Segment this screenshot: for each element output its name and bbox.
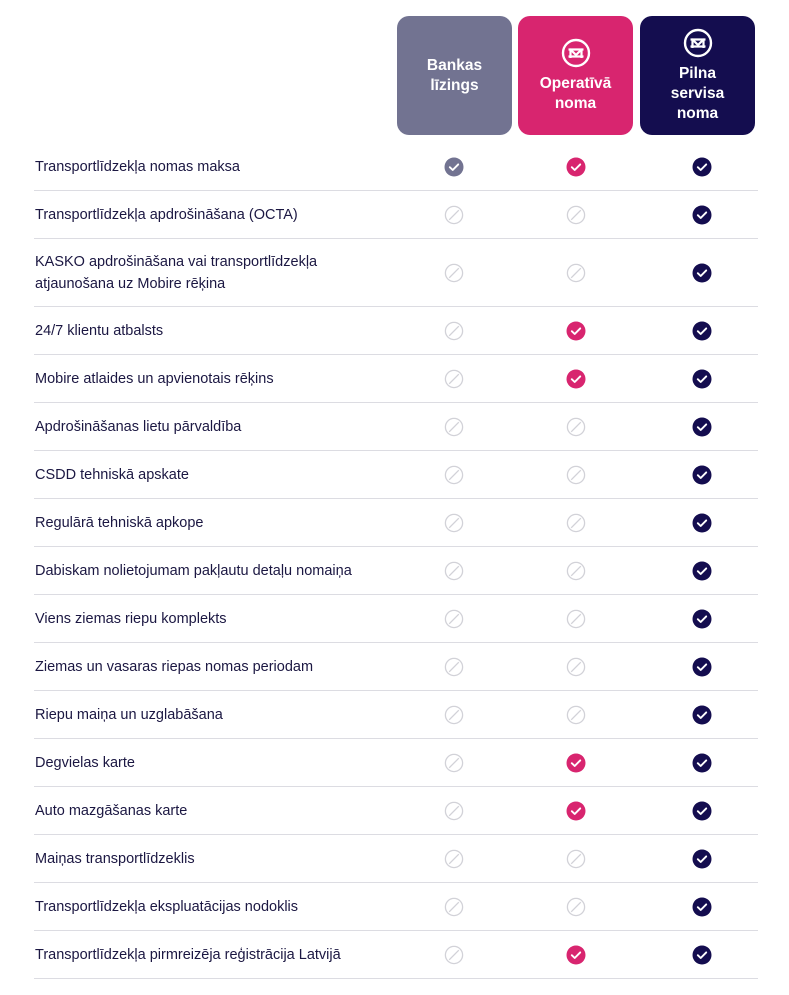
not-available-icon xyxy=(444,609,464,629)
feature-row xyxy=(34,691,758,739)
check-circle-icon xyxy=(692,369,712,389)
not-available-icon xyxy=(566,897,586,917)
feature-row xyxy=(34,451,758,499)
check-circle-icon xyxy=(692,513,712,533)
plan-name: Pilna servisa noma xyxy=(670,64,725,122)
check-circle-icon xyxy=(692,657,712,677)
check-circle-icon xyxy=(692,321,712,341)
check-circle-icon xyxy=(566,321,586,341)
feature-label: Transportlīdzekļa pirmreizēja reģistrācija Latvijā xyxy=(35,946,341,963)
plan-card-full-service-lease xyxy=(640,16,755,135)
plan-header-row xyxy=(0,16,789,135)
not-available-icon xyxy=(444,205,464,225)
feature-label: Auto mazgāšanas karte xyxy=(35,802,188,819)
feature-row xyxy=(34,403,758,451)
feature-label: Degvielas karte xyxy=(35,754,135,771)
feature-label: Regulārā tehniskā apkope xyxy=(35,514,204,531)
not-available-icon xyxy=(444,465,464,485)
check-circle-icon xyxy=(444,157,464,177)
feature-row xyxy=(34,787,758,835)
feature-row xyxy=(34,643,758,691)
check-circle-icon xyxy=(566,157,586,177)
mobire-logo-icon xyxy=(561,38,591,68)
feature-row xyxy=(34,547,758,595)
feature-label: Apdrošināšanas lietu pārvaldība xyxy=(35,418,242,435)
check-circle-icon xyxy=(692,263,712,283)
check-circle-icon xyxy=(692,705,712,725)
not-available-icon xyxy=(444,561,464,581)
feature-label: Transportlīdzekļa nomas maksa xyxy=(35,158,240,175)
not-available-icon xyxy=(566,205,586,225)
not-available-icon xyxy=(444,263,464,283)
feature-row xyxy=(34,307,758,355)
not-available-icon xyxy=(444,705,464,725)
feature-comparison-table xyxy=(0,143,789,979)
not-available-icon xyxy=(566,705,586,725)
plan-name: Operatīvā noma xyxy=(539,74,612,112)
feature-label: Maiņas transportlīdzeklis xyxy=(35,850,195,867)
feature-label: Ziemas un vasaras riepas nomas periodam xyxy=(35,658,314,675)
not-available-icon xyxy=(566,417,586,437)
feature-label: Mobire atlaides un apvienotais rēķins xyxy=(35,370,274,387)
not-available-icon xyxy=(444,321,464,341)
check-circle-icon xyxy=(692,205,712,225)
feature-label: Viens ziemas riepu komplekts xyxy=(35,610,227,627)
feature-label: Dabiskam nolietojumam pakļautu detaļu nomaiņa xyxy=(35,562,352,579)
mobire-logo-icon xyxy=(683,28,713,58)
not-available-icon xyxy=(444,753,464,773)
feature-label: KASKO apdrošināšana vai transportlīdzekļa atjaunošana uz Mobire rēķina xyxy=(35,253,318,292)
plan-card-bank-leasing xyxy=(397,16,512,135)
feature-row xyxy=(34,355,758,403)
not-available-icon xyxy=(444,657,464,677)
not-available-icon xyxy=(566,657,586,677)
feature-row xyxy=(34,143,758,191)
not-available-icon xyxy=(444,945,464,965)
feature-row xyxy=(34,931,758,979)
feature-row xyxy=(34,191,758,239)
not-available-icon xyxy=(566,465,586,485)
not-available-icon xyxy=(444,513,464,533)
feature-row xyxy=(34,595,758,643)
not-available-icon xyxy=(444,801,464,821)
check-circle-icon xyxy=(692,801,712,821)
plan-name: Bankas līzings xyxy=(426,56,483,94)
check-circle-icon xyxy=(566,945,586,965)
check-circle-icon xyxy=(692,897,712,917)
check-circle-icon xyxy=(692,157,712,177)
feature-label: CSDD tehniskā apskate xyxy=(35,466,189,483)
check-circle-icon xyxy=(692,849,712,869)
feature-row xyxy=(34,499,758,547)
plan-card-operative-lease xyxy=(518,16,633,135)
check-circle-icon xyxy=(692,561,712,581)
not-available-icon xyxy=(444,849,464,869)
not-available-icon xyxy=(566,849,586,869)
feature-label: 24/7 klientu atbalsts xyxy=(35,322,164,339)
check-circle-icon xyxy=(566,369,586,389)
not-available-icon xyxy=(566,561,586,581)
feature-row xyxy=(34,739,758,787)
not-available-icon xyxy=(566,609,586,629)
check-circle-icon xyxy=(692,753,712,773)
feature-row xyxy=(34,239,758,307)
not-available-icon xyxy=(444,897,464,917)
feature-row xyxy=(34,835,758,883)
check-circle-icon xyxy=(692,465,712,485)
check-circle-icon xyxy=(692,945,712,965)
feature-label: Riepu maiņa un uzglabāšana xyxy=(35,706,223,723)
check-circle-icon xyxy=(692,609,712,629)
check-circle-icon xyxy=(692,417,712,437)
check-circle-icon xyxy=(566,801,586,821)
not-available-icon xyxy=(444,369,464,389)
not-available-icon xyxy=(566,513,586,533)
not-available-icon xyxy=(444,417,464,437)
not-available-icon xyxy=(566,263,586,283)
feature-label: Transportlīdzekļa ekspluatācijas nodoklis xyxy=(35,898,299,915)
feature-label: Transportlīdzekļa apdrošināšana (OCTA) xyxy=(35,206,298,223)
check-circle-icon xyxy=(566,753,586,773)
feature-row xyxy=(34,883,758,931)
